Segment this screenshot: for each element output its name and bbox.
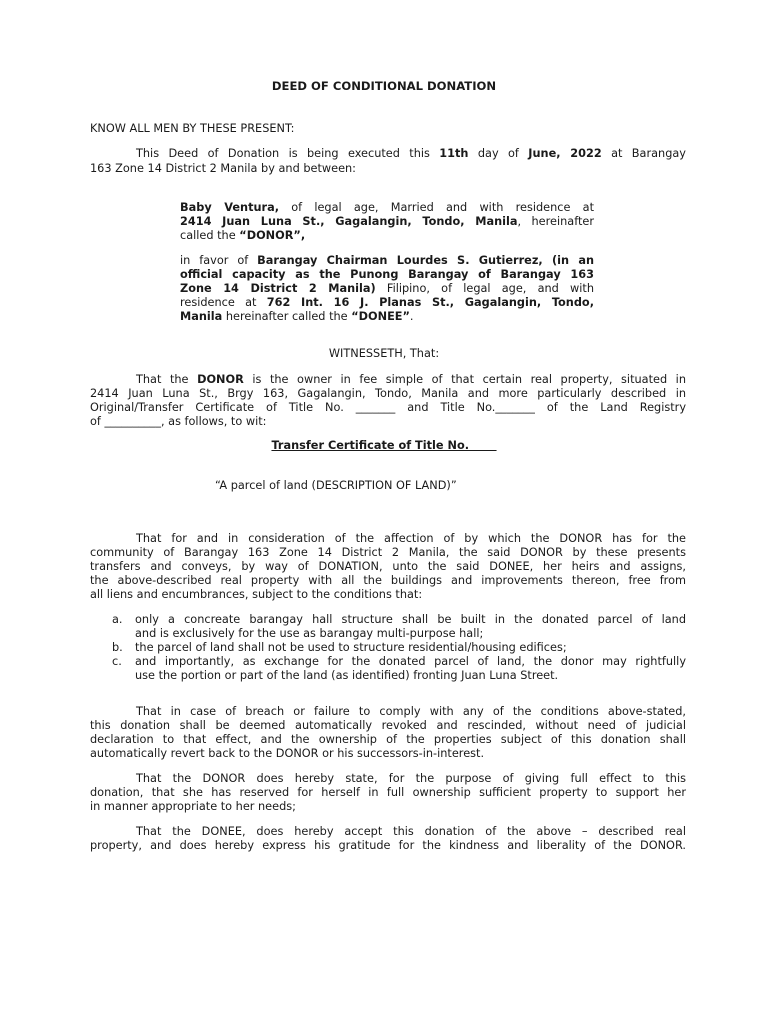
- condition-c-line-1: and importantly, as exchange for the donated parcel of land, the donor may rightfully: [135, 655, 686, 668]
- consideration-line-3: transfers and conveys, by way of DONATION, unto the said DONEE, her heirs and assigns,: [90, 560, 686, 573]
- reservation-line-2: donation, that she has reserved for herself in full ownership sufficient property to support her: [90, 786, 686, 799]
- acceptance-line-2: property, and does hereby express his gratitude for the kindness and liberality of the DONOR.: [90, 839, 686, 852]
- ownership-line-2: 2414 Juan Luna St., Brgy 163, Gagalangin, Tondo, Manila and more particularly described in: [90, 387, 686, 400]
- tct-heading: Transfer Certificate of Title No.: [271, 439, 497, 452]
- donee-line-2: official capacity as the Punong Barangay of Barangay 163: [180, 268, 594, 281]
- donor-line-1: Baby Ventura, of legal age, Married and with residence at: [180, 201, 595, 214]
- parcel-description: “A parcel of land (DESCRIPTION OF LAND)”: [215, 479, 457, 492]
- donee-line-5: Manila hereinafter called the “DONEE”.: [180, 310, 414, 323]
- witnesseth-heading: WITNESSETH, That:: [328, 347, 440, 360]
- donor-line-3: called the “DONOR”,: [180, 229, 306, 242]
- condition-c-marker: c.: [112, 655, 122, 668]
- intro-line: KNOW ALL MEN BY THESE PRESENT:: [90, 122, 295, 135]
- breach-line-3: declaration to that effect, and the ownership of the properties subject of this donation shall: [90, 733, 686, 746]
- condition-a-line-2: and is exclusively for the use as barangay multi-purpose hall;: [135, 627, 484, 640]
- condition-b-marker: b.: [112, 641, 123, 654]
- reservation-line-3: in manner appropriate to her needs;: [90, 800, 296, 813]
- execution-line-1: This Deed of Donation is being executed this 11th day of June, 2022 at Barangay: [136, 147, 686, 160]
- condition-c-line-2: use the portion or part of the land (as identified) fronting Juan Luna Street.: [135, 669, 559, 682]
- breach-line-4: automatically revert back to the DONOR or his successors-in-interest.: [90, 747, 485, 760]
- acceptance-line-1: That the DONEE, does hereby accept this donation of the above – described real: [136, 825, 686, 838]
- donee-line-3: Zone 14 District 2 Manila) Filipino, of legal age, and with: [180, 282, 594, 295]
- donee-line-1: in favor of Barangay Chairman Lourdes S. Gutierrez, (in an: [180, 254, 594, 267]
- condition-b-line-1: the parcel of land shall not be used to structure residential/housing edifices;: [135, 641, 567, 654]
- document-title: DEED OF CONDITIONAL DONATION: [271, 79, 497, 93]
- ownership-line-3: Original/Transfer Certificate of Title No. _______ and Title No._______ of the Land Registry: [90, 401, 686, 414]
- condition-a-line-1: only a concreate barangay hall structure shall be built in the donated parcel of land: [135, 613, 686, 626]
- consideration-line-2: community of Barangay 163 Zone 14 District 2 Manila, the said DONOR by these presents: [90, 546, 686, 559]
- ownership-line-1: That the DONOR is the owner in fee simple of that certain real property, situated in: [136, 373, 686, 386]
- ownership-line-4: of __________, as follows, to wit:: [90, 415, 267, 428]
- execution-line-2: 163 Zone 14 District 2 Manila by and between:: [90, 162, 356, 175]
- breach-line-2: this donation shall be deemed automatically revoked and rescinded, without need of judicial: [90, 719, 686, 732]
- consideration-line-5: all liens and encumbrances, subject to the conditions that:: [90, 588, 423, 601]
- consideration-line-1: That for and in consideration of the affection of by which the DONOR has for the: [136, 532, 686, 545]
- reservation-line-1: That the DONOR does hereby state, for the purpose of giving full effect to this: [136, 772, 686, 785]
- condition-a-marker: a.: [112, 613, 123, 626]
- consideration-line-4: the above-described real property with all the buildings and improvements thereon, free from: [90, 574, 686, 587]
- breach-line-1: That in case of breach or failure to comply with any of the conditions above-stated,: [136, 705, 686, 718]
- donor-line-2: 2414 Juan Luna St., Gagalangin, Tondo, Manila, hereinafter: [180, 215, 594, 228]
- donee-line-4: residence at 762 Int. 16 J. Planas St., Gagalangin, Tondo,: [180, 296, 594, 309]
